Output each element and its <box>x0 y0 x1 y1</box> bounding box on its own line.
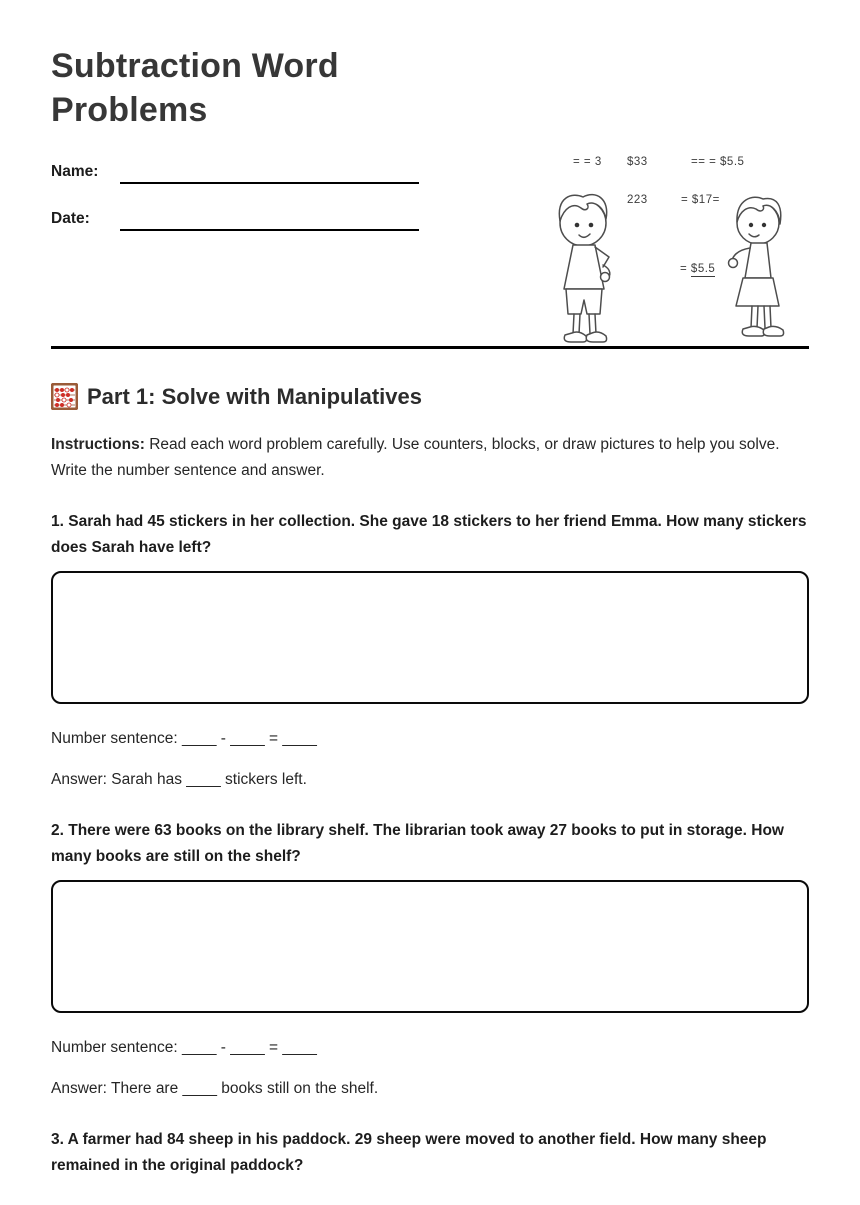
instructions-text: Read each word problem carefully. Use counters, blocks, or draw pictures to help you solve. Write the number sentence and answer. <box>51 436 780 479</box>
name-input-line[interactable] <box>120 164 419 184</box>
name-label: Name: <box>51 163 99 180</box>
page-title: Subtraction Word Problems <box>51 47 339 129</box>
date-input-line[interactable] <box>120 211 419 231</box>
problem-2-text: 2. There were 63 books on the library shelf. The librarian took away 27 books to put in storage. How many books are still on the shelf? <box>51 822 784 865</box>
problem-1-work-box[interactable] <box>51 571 809 704</box>
problem-2-number-sentence: Number sentence: ____ - ____ = ____ <box>51 1039 317 1056</box>
equation-text: == = $5.5 <box>691 156 745 168</box>
boy-illustration <box>543 189 625 344</box>
problem-3-text: 3. A farmer had 84 sheep in his paddock. 29 sheep were moved to another field. How many sheep remained in the original paddock? <box>51 1131 767 1174</box>
part1-heading-label: Part 1: Solve with Manipulatives <box>87 383 422 409</box>
part1-heading <box>51 383 809 410</box>
equation-text: 223 <box>627 194 648 206</box>
problem-1-answer: Answer: Sarah has ____ stickers left. <box>51 771 307 788</box>
equation-text: = = 3 <box>573 156 602 168</box>
problem-1-number-sentence: Number sentence: ____ - ____ = ____ <box>51 730 317 747</box>
girl-illustration <box>723 192 795 342</box>
instructions-label: Instructions: <box>51 436 145 453</box>
equation-text: $33 <box>627 156 648 168</box>
problem-2-answer: Answer: There are ____ books still on the shelf. <box>51 1080 379 1097</box>
worksheet-page <box>0 44 809 1179</box>
instructions <box>51 432 809 484</box>
problem-1-text: 1. Sarah had 45 stickers in her collection. She gave 18 stickers to her friend Emma. How many stickers does Sarah have left? <box>51 513 807 556</box>
equation-text: = $17= <box>681 194 720 206</box>
date-label: Date: <box>51 210 90 227</box>
children-math-illustration <box>540 144 820 349</box>
abacus-icon <box>51 383 78 410</box>
equation-text: = $5.5 <box>680 263 716 275</box>
problem-2-work-box[interactable] <box>51 880 809 1013</box>
